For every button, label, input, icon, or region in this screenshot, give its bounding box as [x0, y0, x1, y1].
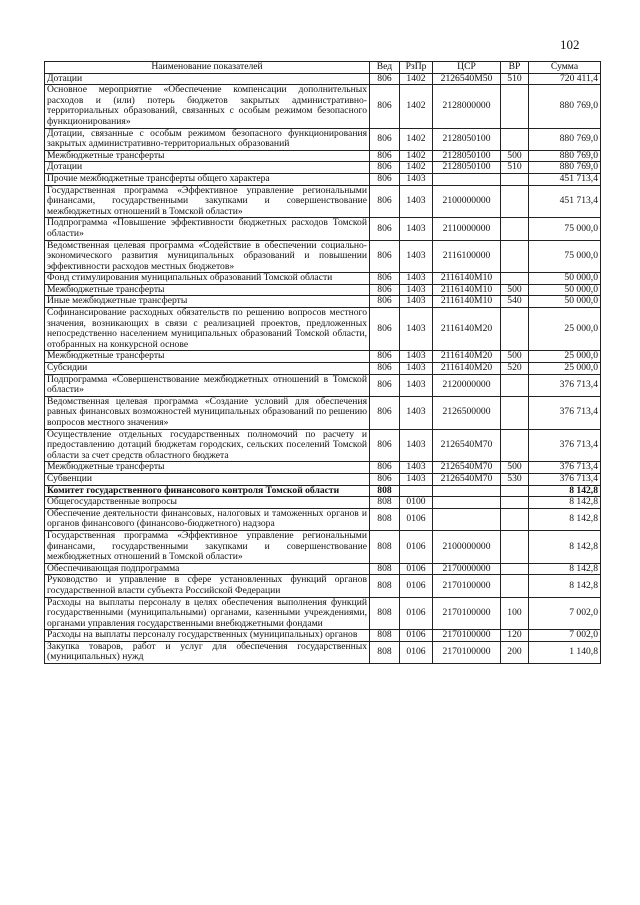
cell-rzpr: 1403 — [400, 185, 433, 218]
cell-sum: 376 713,4 — [529, 462, 601, 474]
cell-csr: 2120000000 — [433, 374, 501, 396]
cell-rzpr: 1403 — [400, 374, 433, 396]
cell-vr: 540 — [501, 296, 529, 308]
cell-sum: 8 142,8 — [529, 530, 601, 563]
cell-sum: 880 769,0 — [529, 150, 601, 162]
cell-name: Фонд стимулирования муниципальных образований Томской области — [45, 273, 370, 285]
table-header-row — [45, 62, 601, 74]
cell-vr — [501, 497, 529, 509]
cell-ved: 806 — [370, 374, 400, 396]
cell-sum: 880 769,0 — [529, 162, 601, 174]
table-row — [45, 296, 601, 308]
cell-rzpr — [400, 485, 433, 497]
cell-name: Расходы на выплаты персоналу в целях обеспечения выполнения функций государственными (муниципальными) органами, казенными учреждениями, органами управления государственными внебюджетными фондами — [45, 597, 370, 630]
page-number: 102 — [560, 37, 580, 52]
cell-vr — [501, 563, 529, 575]
cell-rzpr: 0106 — [400, 597, 433, 630]
cell-ved: 806 — [370, 284, 400, 296]
cell-csr — [433, 508, 501, 530]
cell-ved: 806 — [370, 429, 400, 462]
cell-sum: 7 002,0 — [529, 597, 601, 630]
cell-vr — [501, 575, 529, 597]
header-rzpr: РзПр — [400, 62, 433, 74]
table-row — [45, 396, 601, 429]
cell-vr: 100 — [501, 597, 529, 630]
cell-rzpr: 0106 — [400, 530, 433, 563]
cell-name: Межбюджетные трансферты — [45, 351, 370, 363]
cell-sum: 25 000,0 — [529, 351, 601, 363]
cell-vr: 500 — [501, 462, 529, 474]
cell-vr — [501, 240, 529, 273]
cell-vr — [501, 128, 529, 150]
cell-rzpr: 0106 — [400, 641, 433, 663]
cell-sum: 7 002,0 — [529, 630, 601, 642]
table-row — [45, 429, 601, 462]
cell-rzpr: 1403 — [400, 173, 433, 185]
cell-rzpr: 1403 — [400, 284, 433, 296]
table-row — [45, 563, 601, 575]
cell-rzpr: 1403 — [400, 218, 433, 240]
cell-vr — [501, 374, 529, 396]
cell-ved: 806 — [370, 150, 400, 162]
cell-rzpr: 0106 — [400, 563, 433, 575]
cell-csr: 2126540M70 — [433, 429, 501, 462]
cell-vr — [501, 485, 529, 497]
cell-rzpr: 1402 — [400, 85, 433, 128]
cell-name: Государственная программа «Эффективное управление региональными финансами, государственными закупками и совершенствование межбюджетных отношений в Томской области» — [45, 530, 370, 563]
cell-sum: 8 142,8 — [529, 563, 601, 575]
table-row — [45, 462, 601, 474]
cell-name: Субвенции — [45, 473, 370, 485]
cell-csr: 2170100000 — [433, 575, 501, 597]
cell-csr: 2116140M10 — [433, 273, 501, 285]
cell-csr: 2128050100 — [433, 150, 501, 162]
cell-rzpr: 1403 — [400, 363, 433, 375]
header-csr: ЦСР — [433, 62, 501, 74]
header-name: Наименование показателей — [45, 62, 370, 74]
cell-csr — [433, 497, 501, 509]
cell-vr — [501, 218, 529, 240]
cell-sum: 451 713,4 — [529, 185, 601, 218]
cell-ved: 806 — [370, 128, 400, 150]
budget-table — [44, 61, 601, 664]
cell-rzpr: 1403 — [400, 462, 433, 474]
table-row — [45, 473, 601, 485]
table-row — [45, 630, 601, 642]
cell-name: Закупка товаров, работ и услуг для обеспечения государственных (муниципальных) нужд — [45, 641, 370, 663]
cell-ved: 808 — [370, 508, 400, 530]
cell-rzpr: 1402 — [400, 73, 433, 85]
cell-ved: 808 — [370, 597, 400, 630]
table-body — [45, 73, 601, 663]
table-row — [45, 150, 601, 162]
cell-ved: 808 — [370, 530, 400, 563]
table-row — [45, 185, 601, 218]
cell-csr: 2128050100 — [433, 128, 501, 150]
cell-vr — [501, 173, 529, 185]
cell-ved: 806 — [370, 462, 400, 474]
cell-rzpr: 0100 — [400, 497, 433, 509]
header-vr: ВР — [501, 62, 529, 74]
cell-name: Государственная программа «Эффективное управление региональными финансами, государственными закупками и совершенствование межбюджетных отношений в Томской области» — [45, 185, 370, 218]
cell-rzpr: 1402 — [400, 162, 433, 174]
cell-name: Подпрограмма «Совершенствование межбюджетных отношений в Томской области» — [45, 374, 370, 396]
cell-name: Ведомственная целевая программа «Создание условий для обеспечения равных финансовых возможностей муниципальных образований по решению вопросов местного значения» — [45, 396, 370, 429]
cell-csr: 2170100000 — [433, 597, 501, 630]
header-ved: Вед — [370, 62, 400, 74]
cell-rzpr: 1403 — [400, 351, 433, 363]
cell-vr: 500 — [501, 284, 529, 296]
cell-name: Общегосударственные вопросы — [45, 497, 370, 509]
table-row — [45, 162, 601, 174]
cell-rzpr: 1403 — [400, 473, 433, 485]
cell-csr: 2170100000 — [433, 630, 501, 642]
cell-rzpr: 0106 — [400, 630, 433, 642]
table-row — [45, 374, 601, 396]
cell-vr — [501, 85, 529, 128]
cell-name: Софинансирование расходных обязательств по решению вопросов местного значения, возникающих в связи с реализацией проектов, предложенных непосредственно населением муниципальных образований Томской области, отобранных на конкурсной основе — [45, 308, 370, 351]
cell-sum: 8 142,8 — [529, 508, 601, 530]
cell-vr: 120 — [501, 630, 529, 642]
table-row — [45, 218, 601, 240]
cell-vr: 500 — [501, 351, 529, 363]
cell-csr: 2126540M70 — [433, 462, 501, 474]
cell-csr: 2128000000 — [433, 85, 501, 128]
cell-csr: 2126540M50 — [433, 73, 501, 85]
table-row — [45, 128, 601, 150]
cell-rzpr: 1403 — [400, 429, 433, 462]
cell-sum: 75 000,0 — [529, 240, 601, 273]
cell-vr — [501, 396, 529, 429]
table-row — [45, 273, 601, 285]
cell-csr: 2116140M10 — [433, 284, 501, 296]
cell-csr: 2126500000 — [433, 396, 501, 429]
cell-csr: 2126540M70 — [433, 473, 501, 485]
cell-rzpr: 1403 — [400, 396, 433, 429]
cell-ved: 806 — [370, 85, 400, 128]
cell-csr: 2116100000 — [433, 240, 501, 273]
cell-sum: 376 713,4 — [529, 429, 601, 462]
cell-name: Осуществление отдельных государственных полномочий по расчету и предоставлению дотаций бюджетам городских, сельских поселений Томской области за счет средств областного бюджета — [45, 429, 370, 462]
cell-csr: 2170100000 — [433, 641, 501, 663]
cell-name: Комитет государственного финансового контроля Томской области — [45, 485, 370, 497]
cell-csr — [433, 173, 501, 185]
cell-csr: 2170000000 — [433, 563, 501, 575]
cell-name: Субсидии — [45, 363, 370, 375]
cell-ved: 808 — [370, 563, 400, 575]
cell-rzpr: 1403 — [400, 296, 433, 308]
cell-ved: 806 — [370, 185, 400, 218]
table-row — [45, 530, 601, 563]
cell-ved: 808 — [370, 485, 400, 497]
cell-ved: 806 — [370, 273, 400, 285]
table-row — [45, 308, 601, 351]
cell-vr — [501, 308, 529, 351]
cell-vr: 530 — [501, 473, 529, 485]
cell-sum: 75 000,0 — [529, 218, 601, 240]
table-row — [45, 85, 601, 128]
cell-sum: 25 000,0 — [529, 308, 601, 351]
cell-ved: 806 — [370, 173, 400, 185]
cell-ved: 806 — [370, 240, 400, 273]
cell-sum: 376 713,4 — [529, 396, 601, 429]
cell-sum: 50 000,0 — [529, 284, 601, 296]
cell-name: Руководство и управление в сфере установленных функций органов государственной власти субъекта Российской Федерации — [45, 575, 370, 597]
table-row — [45, 597, 601, 630]
cell-rzpr: 1403 — [400, 240, 433, 273]
cell-ved: 808 — [370, 497, 400, 509]
cell-vr: 510 — [501, 162, 529, 174]
cell-vr — [501, 185, 529, 218]
cell-rzpr: 1402 — [400, 128, 433, 150]
cell-sum: 880 769,0 — [529, 85, 601, 128]
cell-sum: 376 713,4 — [529, 374, 601, 396]
cell-vr: 200 — [501, 641, 529, 663]
table-row — [45, 575, 601, 597]
cell-csr: 2128050100 — [433, 162, 501, 174]
header-sum: Сумма — [529, 62, 601, 74]
cell-ved: 808 — [370, 641, 400, 663]
cell-csr: 2116140M10 — [433, 296, 501, 308]
cell-csr: 2116140M20 — [433, 308, 501, 351]
cell-rzpr: 1403 — [400, 308, 433, 351]
cell-ved: 806 — [370, 218, 400, 240]
cell-sum: 720 411,4 — [529, 73, 601, 85]
cell-csr: 2110000000 — [433, 218, 501, 240]
cell-sum: 1 140,8 — [529, 641, 601, 663]
cell-vr: 520 — [501, 363, 529, 375]
cell-csr: 2116140M20 — [433, 363, 501, 375]
table-row — [45, 497, 601, 509]
table-row — [45, 284, 601, 296]
cell-name: Прочие межбюджетные трансферты общего характера — [45, 173, 370, 185]
cell-vr — [501, 273, 529, 285]
cell-ved: 808 — [370, 575, 400, 597]
cell-sum: 451 713,4 — [529, 173, 601, 185]
cell-name: Обеспечение деятельности финансовых, налоговых и таможенных органов и органов финансового (финансово-бюджетного) надзора — [45, 508, 370, 530]
cell-name: Подпрограмма «Повышение эффективности бюджетных расходов Томской области» — [45, 218, 370, 240]
cell-rzpr: 0106 — [400, 508, 433, 530]
cell-rzpr: 0106 — [400, 575, 433, 597]
cell-sum: 880 769,0 — [529, 128, 601, 150]
cell-csr — [433, 485, 501, 497]
table-row — [45, 485, 601, 497]
cell-sum: 50 000,0 — [529, 273, 601, 285]
cell-ved: 806 — [370, 73, 400, 85]
cell-sum: 8 142,8 — [529, 575, 601, 597]
cell-name: Основное мероприятие «Обеспечение компенсации дополнительных расходов и (или) потерь бюджетов закрытых административно-территориальных образований, связанных с особым режимом безопасного функционирования» — [45, 85, 370, 128]
cell-name: Дотации, связанные с особым режимом безопасного функционирования закрытых административно-территориальных образований — [45, 128, 370, 150]
cell-ved: 806 — [370, 473, 400, 485]
cell-name: Расходы на выплаты персоналу государственных (муниципальных) органов — [45, 630, 370, 642]
cell-name: Ведомственная целевая программа «Содействие в обеспечении социально-экономического развития муниципальных образований и повышении эффективности расходов местных бюджетов» — [45, 240, 370, 273]
cell-ved: 806 — [370, 363, 400, 375]
cell-rzpr: 1402 — [400, 150, 433, 162]
cell-sum: 50 000,0 — [529, 296, 601, 308]
table-row — [45, 363, 601, 375]
table-row — [45, 508, 601, 530]
cell-vr: 510 — [501, 73, 529, 85]
table-row — [45, 73, 601, 85]
cell-vr — [501, 530, 529, 563]
cell-name: Дотации — [45, 162, 370, 174]
cell-sum: 8 142,8 — [529, 485, 601, 497]
cell-csr: 2116140M20 — [433, 351, 501, 363]
table-row — [45, 240, 601, 273]
cell-name: Межбюджетные трансферты — [45, 284, 370, 296]
cell-sum: 25 000,0 — [529, 363, 601, 375]
cell-name: Межбюджетные трансферты — [45, 150, 370, 162]
cell-vr — [501, 429, 529, 462]
table-row — [45, 641, 601, 663]
table-row — [45, 351, 601, 363]
cell-vr: 500 — [501, 150, 529, 162]
cell-sum: 8 142,8 — [529, 497, 601, 509]
cell-ved: 806 — [370, 296, 400, 308]
cell-ved: 806 — [370, 162, 400, 174]
cell-ved: 806 — [370, 396, 400, 429]
cell-name: Обеспечивающая подпрограмма — [45, 563, 370, 575]
cell-ved: 808 — [370, 630, 400, 642]
cell-name: Иные межбюджетные трансферты — [45, 296, 370, 308]
cell-name: Межбюджетные трансферты — [45, 462, 370, 474]
cell-csr: 2100000000 — [433, 530, 501, 563]
cell-csr: 2100000000 — [433, 185, 501, 218]
cell-vr — [501, 508, 529, 530]
table-row — [45, 173, 601, 185]
cell-name: Дотации — [45, 73, 370, 85]
cell-rzpr: 1403 — [400, 273, 433, 285]
cell-ved: 806 — [370, 308, 400, 351]
cell-ved: 806 — [370, 351, 400, 363]
cell-sum: 376 713,4 — [529, 473, 601, 485]
